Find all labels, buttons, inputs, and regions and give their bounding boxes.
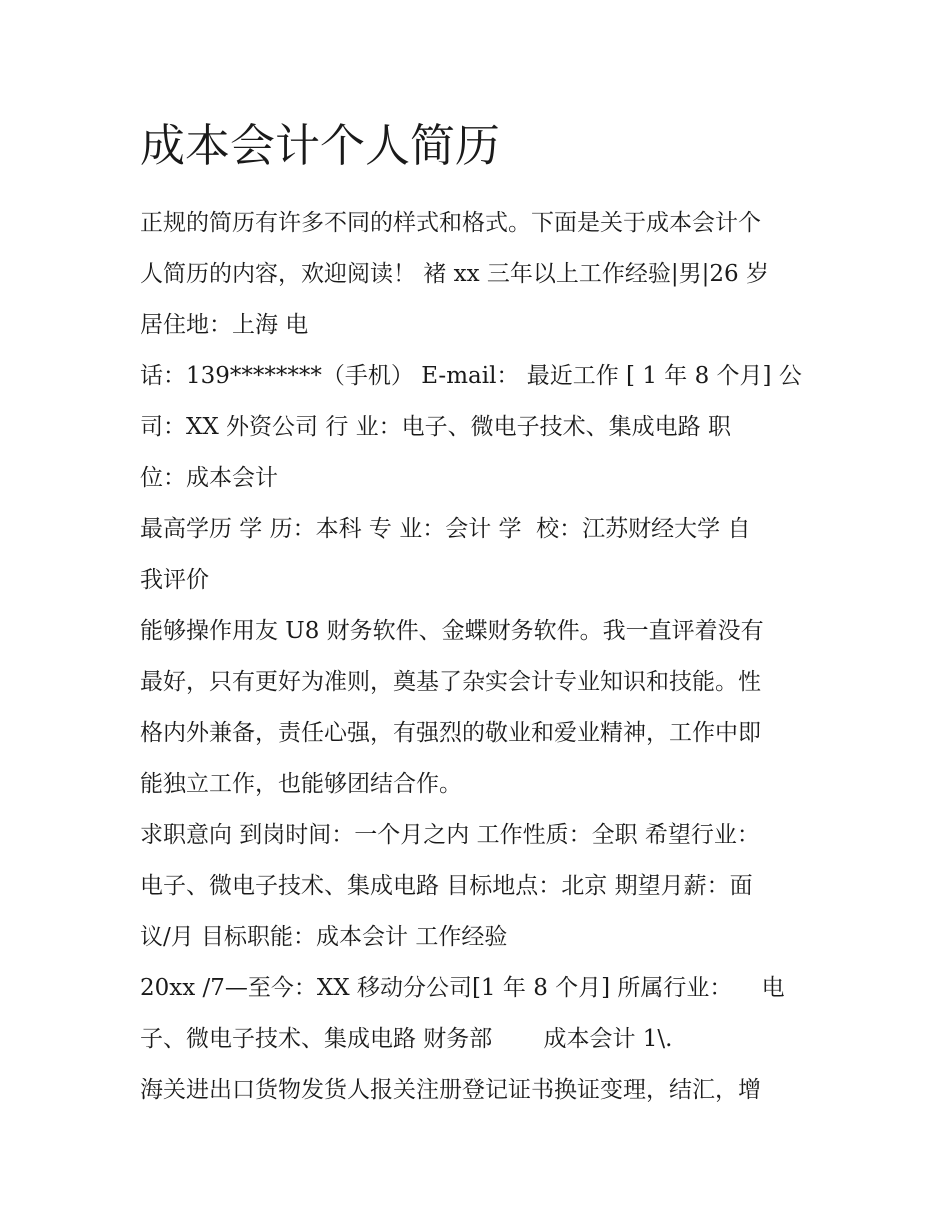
document-title: 成本会计个人简历 (140, 119, 501, 172)
document-body (140, 198, 840, 1116)
body-line-7: 最高学历 学 历：本科 专 业：会计 学 校：江苏财经大学 自 (140, 516, 751, 542)
body-line-1: 正规的简历有许多不同的样式和格式。下面是关于成本会计个 (140, 210, 761, 236)
body-line-6: 位：成本会计 (140, 465, 278, 491)
body-line-11: 格内外兼备，责任心强，有强烈的敬业和爱业精神，工作中即 (140, 720, 761, 746)
body-line-2: 人简历的内容，欢迎阅读！ 褚 xx 三年以上工作经验|男|26 岁 (140, 261, 769, 287)
body-line-8: 我评价 (140, 567, 209, 593)
body-line-3: 居住地：上海 电 (140, 312, 309, 338)
body-line-14: 电子、微电子技术、集成电路 目标地点：北京 期望月薪：面 (140, 873, 753, 899)
body-line-12: 能独立工作，也能够团结合作。 (140, 771, 462, 797)
body-line-18: 海关进出口货物发货人报关注册登记证书换证变理，结汇，增 (140, 1077, 761, 1103)
body-line-13: 求职意向 到岗时间：一个月之内 工作性质：全职 希望行业： (140, 822, 760, 848)
body-line-10: 最好，只有更好为准则，奠基了杂实会计专业知识和技能。性 (140, 669, 761, 695)
body-line-9: 能够操作用友 U8 财务软件、金蝶财务软件。我一直评着没有 (140, 618, 764, 644)
body-line-17: 子、微电子技术、集成电路 财务部 成本会计 1\. (140, 1026, 673, 1052)
body-line-4: 话：139********（手机） E-mail： 最近工作 [ 1 年 8 个月] 公 (140, 363, 802, 389)
body-line-15: 议/月 目标职能：成本会计 工作经验 (140, 924, 508, 950)
body-line-5: 司：XX 外资公司 行 业：电子、微电子技术、集成电路 职 (140, 414, 731, 440)
body-line-16: 20xx /7—至今：XX 移动分公司[1 年 8 个月] 所属行业： 电 (140, 975, 785, 1001)
